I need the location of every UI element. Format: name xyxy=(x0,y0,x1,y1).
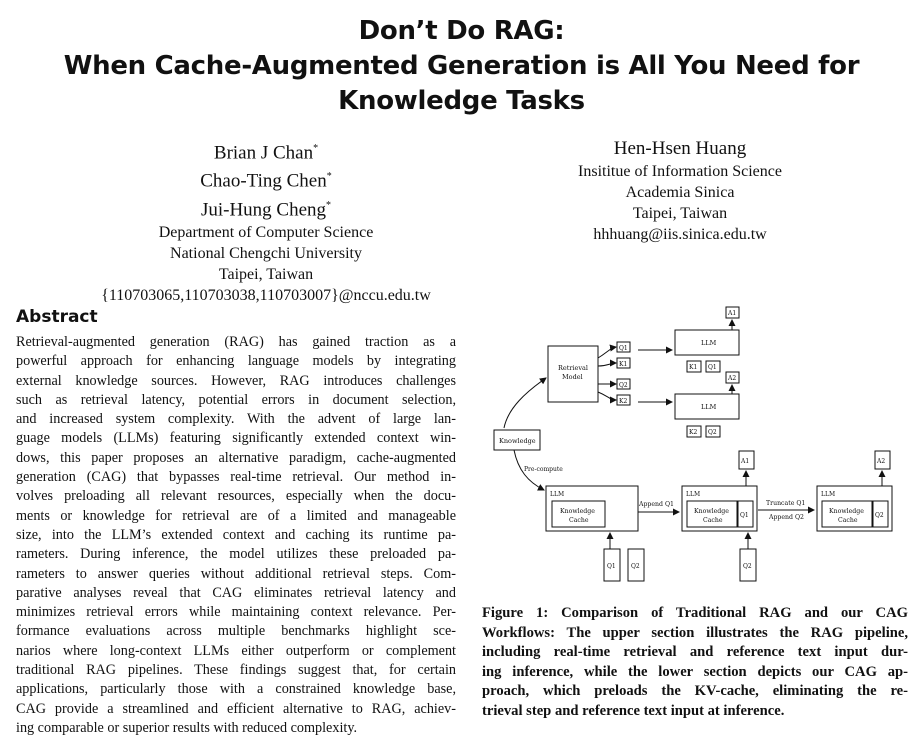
svg-text:Q1: Q1 xyxy=(708,364,717,371)
abstract-body xyxy=(16,333,456,738)
svg-text:Q2: Q2 xyxy=(875,512,884,519)
author-name: Hen-Hsen Huang xyxy=(613,138,747,159)
abstract-line: traditional RAG pipelines. These findings suggest that, for certain xyxy=(16,662,456,679)
author-block-right xyxy=(520,137,840,245)
abstract-line: Retrieval-augmented generation (RAG) has gained traction as a xyxy=(16,334,456,350)
svg-text:LLM: LLM xyxy=(686,491,701,498)
svg-text:Cache: Cache xyxy=(703,517,723,524)
title-line-2: When Cache-Augmented Generation is All You Need for xyxy=(63,51,860,81)
abstract-line: dows, this paper proposes an alternative paradigm, cache-augmented xyxy=(16,449,456,466)
caption-line: proach, which preloads the KV-cache, eliminating the re- xyxy=(482,683,908,700)
abstract-line: external knowledge sources. However, RAG introduces challenges xyxy=(16,372,456,389)
svg-text:K2: K2 xyxy=(619,398,628,405)
title-line-3: Knowledge Tasks xyxy=(338,86,585,116)
abstract-line: minimizes retrieval errors while maintaining context relevance. Per- xyxy=(16,604,456,621)
svg-text:K2: K2 xyxy=(689,429,698,436)
svg-text:A1: A1 xyxy=(741,458,750,465)
svg-text:Cache: Cache xyxy=(838,517,858,524)
svg-text:LLM: LLM xyxy=(550,491,565,498)
svg-text:Truncate Q1: Truncate Q1 xyxy=(766,500,806,507)
svg-text:Q2: Q2 xyxy=(619,382,628,389)
abstract-line: ing comparable or superior results with reduced complexity. xyxy=(16,719,358,736)
figure-caption xyxy=(482,604,908,722)
svg-text:Q2: Q2 xyxy=(743,563,752,570)
svg-text:Retrieval: Retrieval xyxy=(558,364,589,372)
svg-text:A1: A1 xyxy=(728,310,737,317)
abstract-line: and increased system complexity. With the advent of large lan- xyxy=(16,411,456,428)
author-mark: * xyxy=(326,171,332,183)
svg-text:Q1: Q1 xyxy=(619,345,628,352)
abstract-line: narios where long-context LLMs either outperform or complement xyxy=(16,642,456,659)
svg-text:Q2: Q2 xyxy=(631,563,640,570)
abstract-line: volves preloading all relevant resources, especially when the docu- xyxy=(16,488,456,505)
organization: Academia Sinica xyxy=(625,184,735,201)
svg-text:Model: Model xyxy=(562,373,583,381)
svg-text:Q2: Q2 xyxy=(708,429,717,436)
svg-text:Cache: Cache xyxy=(569,517,589,524)
author-mark: * xyxy=(313,143,319,154)
abstract-line: parative analyses reveal that CAG eliminates retrieval latency and xyxy=(16,584,456,601)
title-line-1: Don’t Do RAG: xyxy=(358,16,565,46)
svg-text:Append Q1: Append Q1 xyxy=(639,501,674,508)
abstract-line: such as retrieval latency, potential errors in document selection, xyxy=(16,391,456,408)
svg-text:A2: A2 xyxy=(728,375,737,382)
svg-text:Knowledge: Knowledge xyxy=(694,508,729,515)
svg-text:K1: K1 xyxy=(689,364,698,371)
paper-title xyxy=(0,14,923,119)
email: hhhuang@iis.sinica.edu.tw xyxy=(593,226,767,243)
svg-text:Append Q2: Append Q2 xyxy=(769,514,804,521)
abstract-line: rameters. During inference, the model utilizes these preloaded pa- xyxy=(16,546,456,563)
workflow-figure xyxy=(490,300,910,590)
author-name: Jui-Hung Cheng* xyxy=(200,198,332,220)
abstract-line: formance evaluations across multiple benchmarks highlight sce- xyxy=(16,623,456,640)
abstract-line: size, into the LLM’s extended context and caching its runtime pa- xyxy=(16,526,456,543)
abstract-line: guage models (LLMs) featuring significantly extended context win- xyxy=(16,430,456,447)
caption-line: trieval step and reference text input at inference. xyxy=(482,702,785,719)
location: Taipei, Taiwan xyxy=(218,265,314,283)
author-name: Chao-Ting Chen* xyxy=(200,170,332,192)
email: {110703065,110703038,110703007}@nccu.edu.tw xyxy=(101,286,431,304)
svg-text:Knowledge: Knowledge xyxy=(829,508,864,515)
svg-text:LLM: LLM xyxy=(701,403,717,411)
svg-text:LLM: LLM xyxy=(701,339,717,347)
svg-text:Q1: Q1 xyxy=(607,563,616,570)
svg-text:Knowledge: Knowledge xyxy=(499,437,536,445)
abstract-line: ments or knowledge for retrieval are of a limited and manageable xyxy=(16,507,456,524)
author-block-left xyxy=(56,137,476,306)
author-mark: * xyxy=(326,199,332,211)
department: Department of Computer Science xyxy=(158,223,374,241)
abstract-line: CAG provide a streamlined and efficient alternative to RAG, achiev- xyxy=(16,700,456,717)
abstract-heading: Abstract xyxy=(16,307,98,327)
university: National Chengchi University xyxy=(170,244,362,262)
svg-text:Knowledge: Knowledge xyxy=(560,508,595,515)
abstract-line: rameters to answer queries without additional retrieval steps. Com- xyxy=(16,565,456,582)
abstract-line: powerful approach for enhancing language models by integrating xyxy=(16,353,456,370)
caption-line: Workflows: The upper section illustrates the RAG pipeline, xyxy=(482,624,908,641)
caption-line: ing inference, while the lower section depicts our CAG ap- xyxy=(482,663,908,680)
svg-text:Q1: Q1 xyxy=(740,512,749,519)
author-name: Brian J Chan* xyxy=(213,142,319,164)
svg-text:A2: A2 xyxy=(877,458,886,465)
caption-line: including real-time retrieval and reference text input dur- xyxy=(482,644,908,661)
abstract-line: applications, particularly those with a constrained knowledge base, xyxy=(16,681,456,698)
svg-text:Pre-compute: Pre-compute xyxy=(524,466,563,473)
abstract-line: generation (CAG) that bypasses real-time retrieval. Our method in- xyxy=(16,469,456,486)
svg-text:K1: K1 xyxy=(619,361,628,368)
caption-line: Figure 1: Comparison of Traditional RAG and our CAG xyxy=(482,605,908,621)
institute: Insititue of Information Science xyxy=(578,163,782,180)
svg-text:LLM: LLM xyxy=(821,491,836,498)
location: Taipei, Taiwan xyxy=(632,205,728,222)
